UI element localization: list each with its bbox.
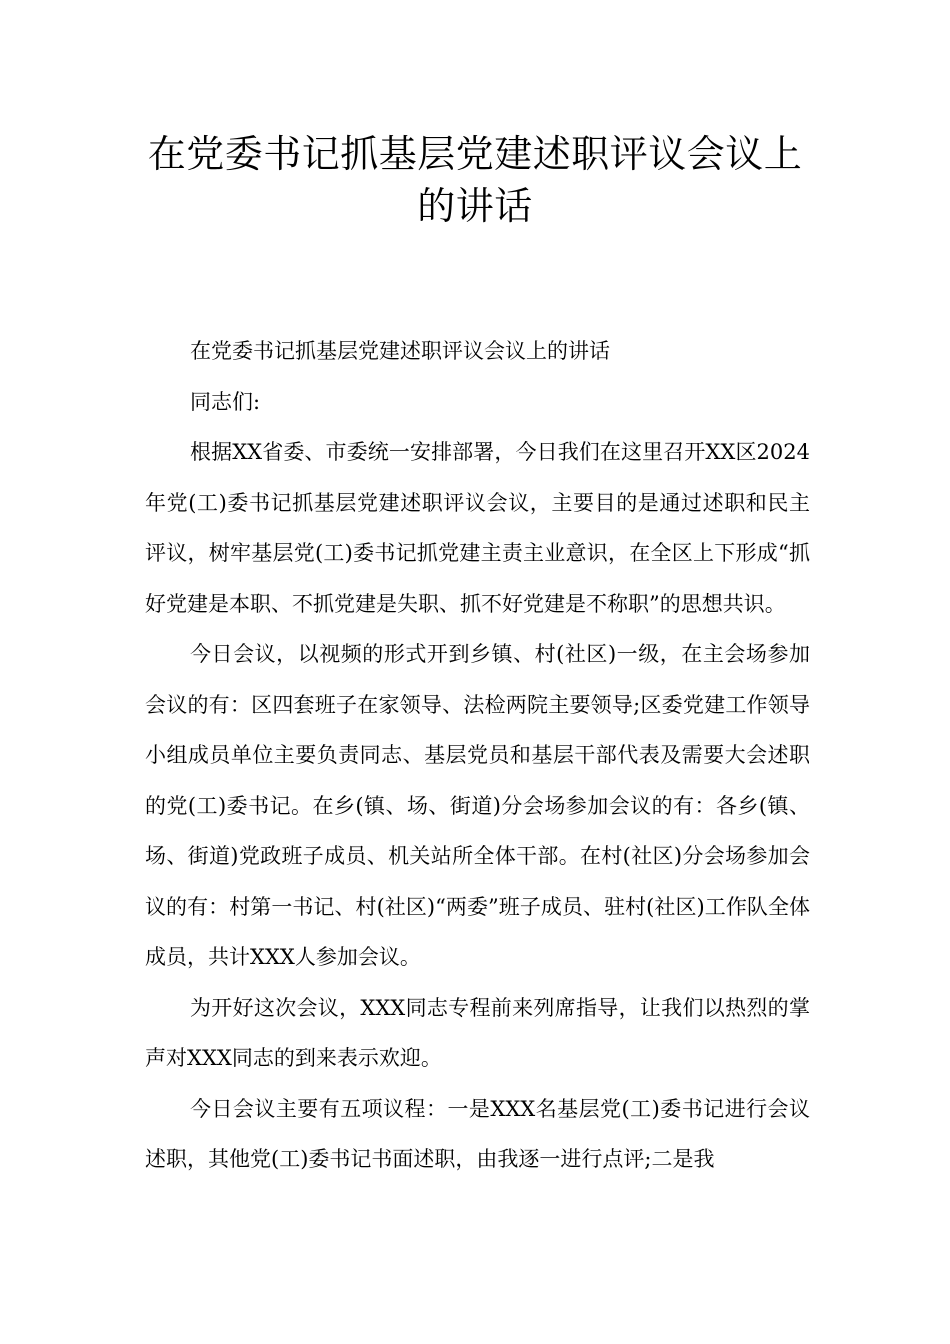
paragraph-salutation: 同志们: (190, 389, 261, 414)
title-line-2: 的讲话 (417, 184, 533, 228)
paragraph-attendees: 今日会议，以视频的形式开到乡镇、村(社区)一级，在主会场参加会议的有：区四套班子在家领导、法检两院主要领导;区委党建工作领导小组成员单位主要负责同志、基层党员和基层干部代表及需要大会述职的党(工)委书记。在乡(镇、场、街道)分会场参加会议的有：各乡(镇、场、街道)党政班子成员、机关站所全体干部。在村(社区)分会场参加会议的有：村第一书记、村(社区)“两委”班子成员、驻村(社区)工作队全体成员，共计XXX人参加会议。 (145, 642, 810, 969)
paragraph-purpose: 根据XX省委、市委统一安排部署，今日我们在这里召开XX区2024年党(工)委书记抓基层党建述职评议会议，主要目的是通过述职和民主评议，树牢基层党(工)委书记抓党建主责主业意识，在全区上下形成“抓好党建是本职、不抓党建是失职、抓不好党建是不称职”的思想共识。 (145, 440, 810, 616)
document-title (120, 128, 830, 232)
paragraph-agenda: 今日会议主要有五项议程：一是XXX名基层党(工)委书记进行会议述职，其他党(工)委书记书面述职，由我逐一进行点评;二是我 (145, 1096, 810, 1171)
title-line-1: 在党委书记抓基层党建述职评议会议上 (147, 132, 803, 176)
paragraph-welcome: 为开好这次会议，XXX同志专程前来列席指导，让我们以热烈的掌声对XXX同志的到来表示欢迎。 (145, 995, 810, 1070)
document-body (145, 326, 810, 1185)
paragraph-heading: 在党委书记抓基层党建述职评议会议上的讲话 (190, 339, 610, 363)
